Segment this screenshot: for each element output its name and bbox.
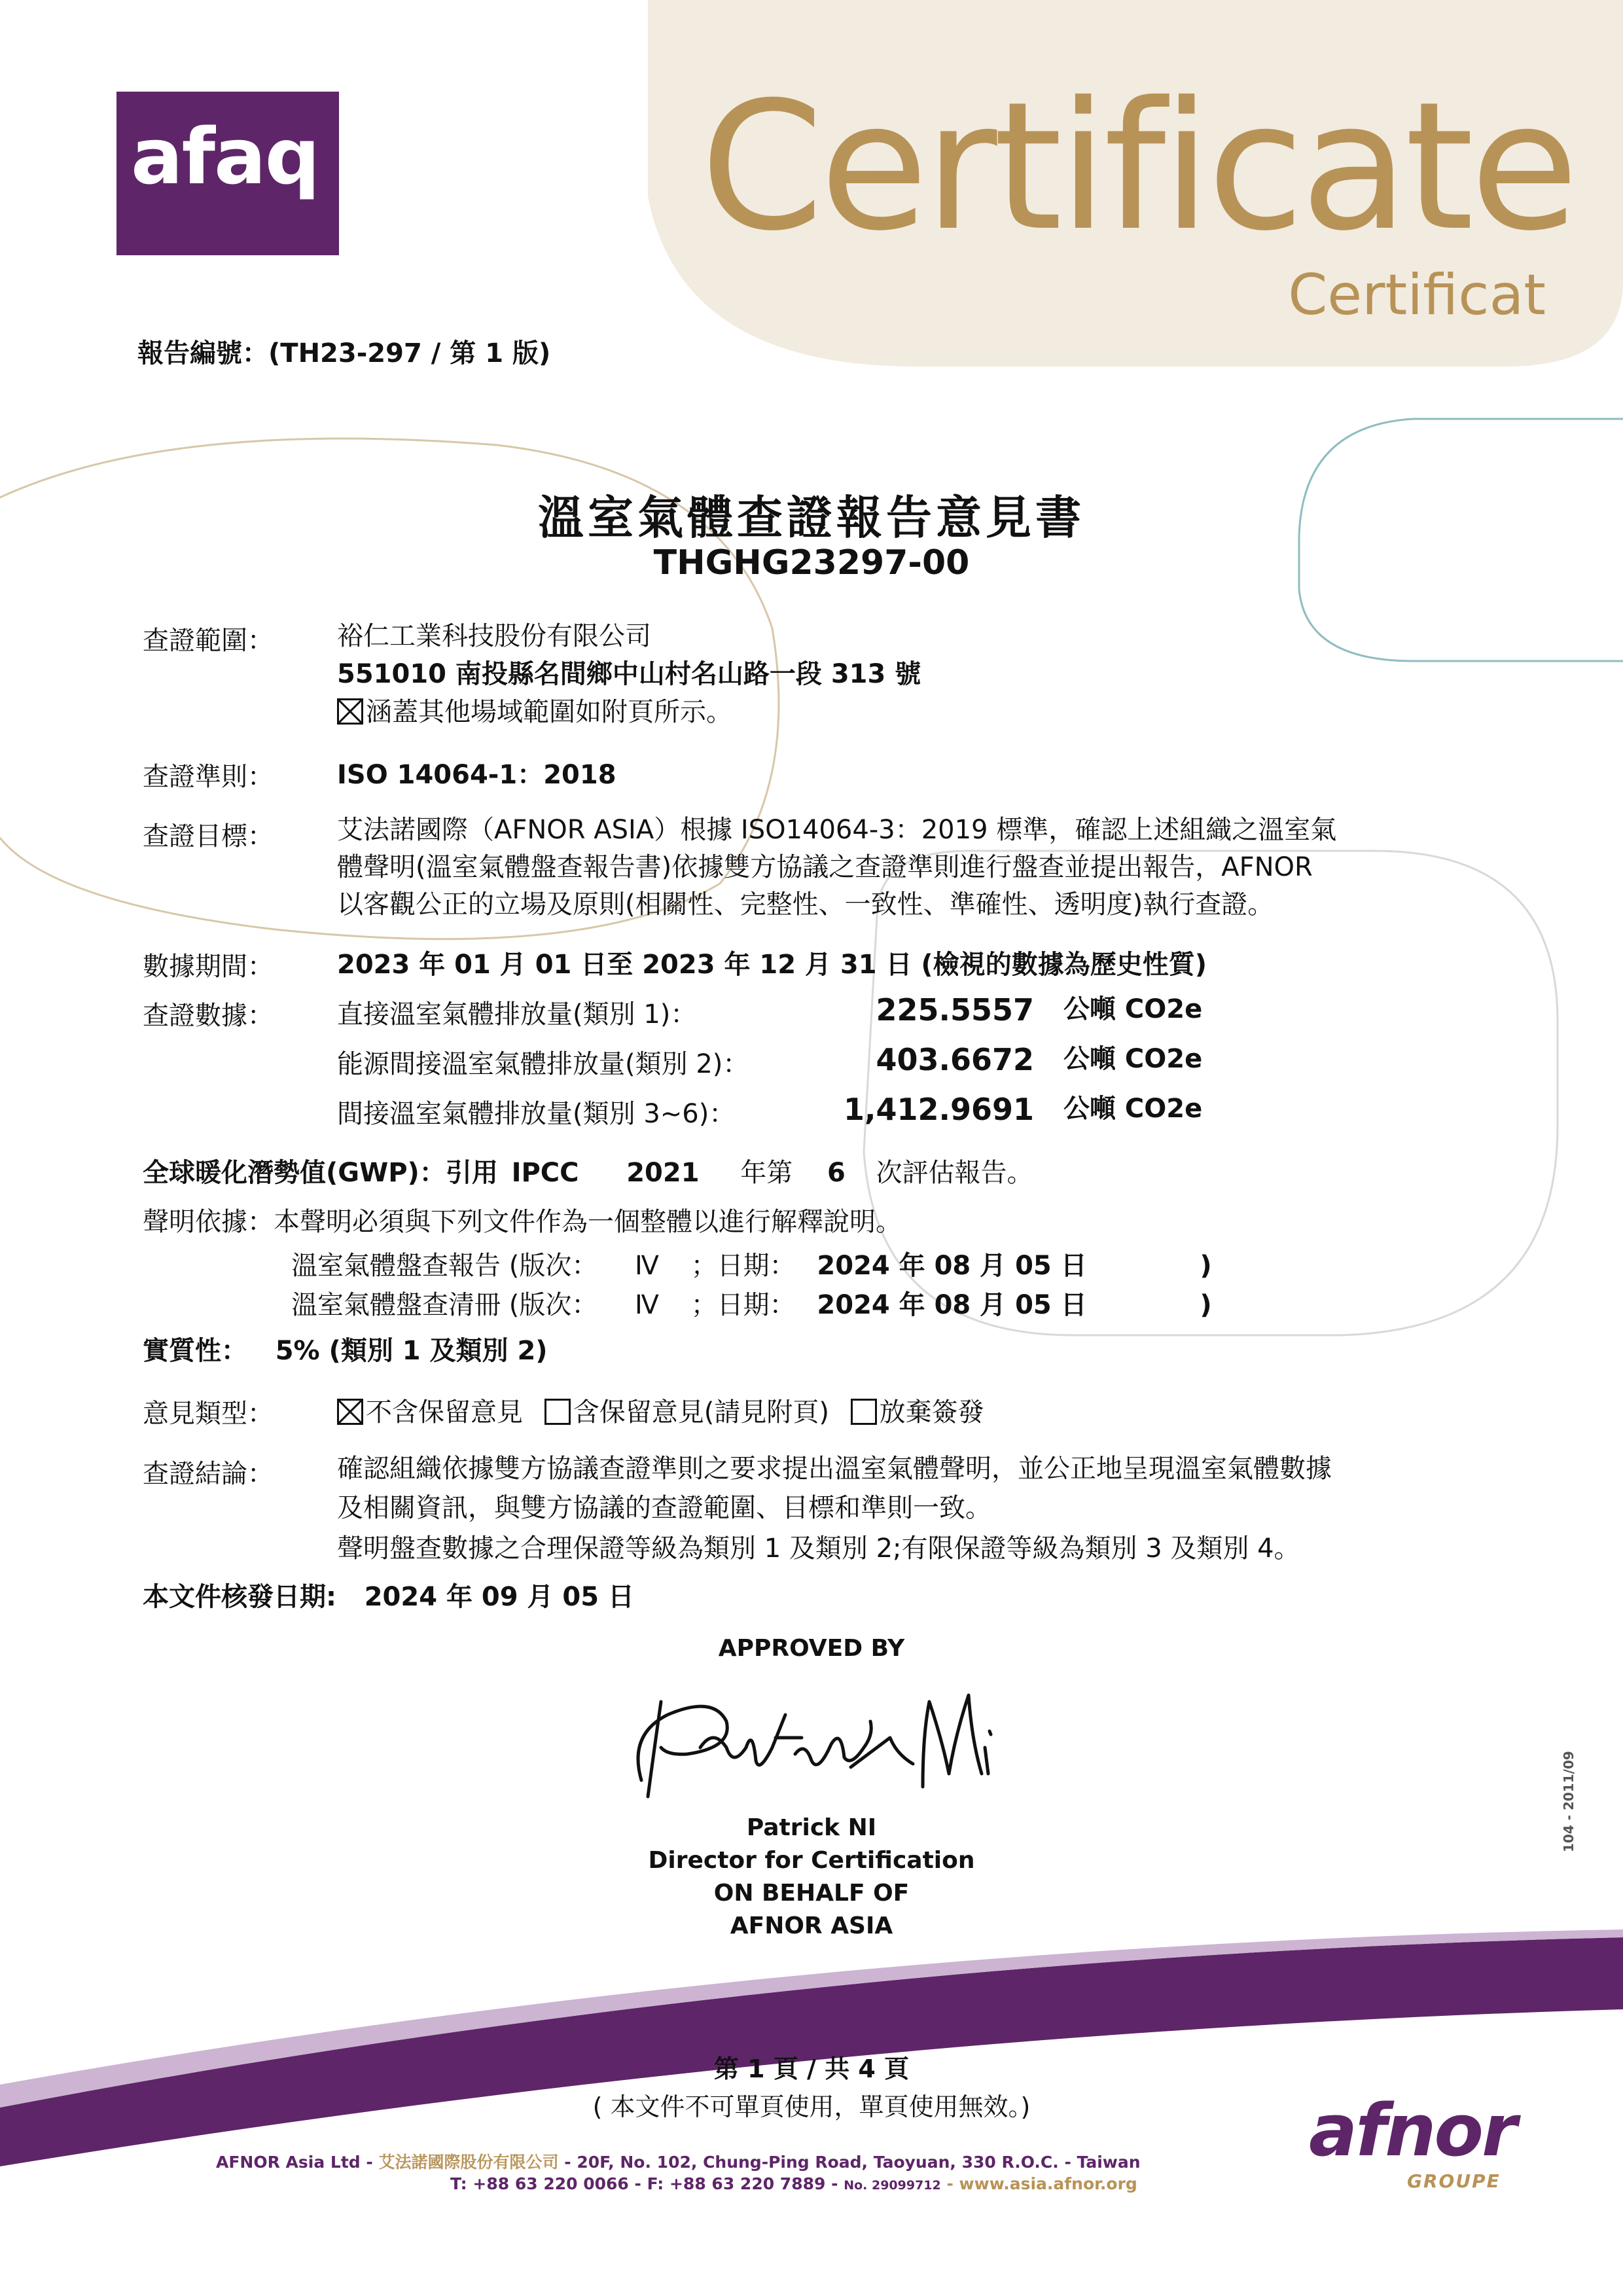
signer-name: Patrick NI (746, 1814, 877, 1841)
conclusion-line: 聲明盤查數據之合理保證等級為類別 1 及類別 2;有限保證等級為類別 3 及類別 4。 (337, 1534, 1300, 1564)
declaration-doc-name: 溫室氣體盤查報告 (版次： (291, 1251, 598, 1281)
scope-address: 551010 南投縣名間鄉中山村名山路一段 313 號 (337, 659, 921, 689)
afaq-logo (116, 92, 339, 255)
footer-address-line (216, 2149, 1141, 2173)
footer-company-zh: 艾法諾國際股份有限公司 (378, 2153, 559, 2172)
scope-other-sites (337, 691, 732, 728)
afaq-logo-text: afaq (131, 111, 319, 202)
objective-line: 以客觀公正的立場及原則(相關性、完整性、一致性、準確性、透明度)執行查證。 (337, 889, 1274, 920)
gwp-edition: 6 (827, 1158, 846, 1188)
emission-value: 1,412.9691 (843, 1092, 1034, 1127)
page-indicator: 第 1 頁 / 共 4 頁 (713, 2054, 910, 2083)
gwp-line (143, 1157, 1033, 1189)
emission-unit: 公噸 CO2e (1063, 1044, 1203, 1074)
data-label: 查證數據： (143, 1001, 274, 1031)
emission-unit: 公噸 CO2e (1063, 994, 1203, 1024)
opinion-label: 意見類型： (143, 1399, 274, 1429)
footer-company: AFNOR Asia Ltd - (216, 2153, 373, 2172)
period-value: 2023 年 01 月 01 日至 2023 年 12 月 31 日 (檢視的數據為歷史性質) (337, 950, 1207, 980)
emission-value: 403.6672 (876, 1042, 1034, 1077)
emission-unit: 公噸 CO2e (1063, 1094, 1203, 1124)
issue-date-line (143, 1581, 634, 1613)
unchecked-checkbox-icon (851, 1399, 877, 1425)
footer-reg-no: No. 29099712 (844, 2178, 941, 2193)
objective-line: 體聲明(溫室氣體盤查報告書)依據雙方協議之查證準則進行盤查並提出報告，AFNOR (337, 852, 1313, 882)
gwp-source: IPCC (511, 1158, 579, 1188)
declaration-doc-date: 2024 年 08 月 05 日 (817, 1251, 1087, 1281)
checked-checkbox-icon (337, 1399, 363, 1425)
emission-row-name: 直接溫室氣體排放量(類別 1)： (337, 999, 697, 1030)
emission-value: 225.5557 (876, 992, 1034, 1028)
conclusion-line: 確認組織依據雙方協議查證準則之要求提出溫室氣體聲明，並公正地呈現溫室氣體數據 (337, 1454, 1332, 1484)
gwp-year-label: 年第 (740, 1158, 793, 1188)
opinion-option-qualified: 含保留意見(請見附頁) (573, 1397, 829, 1427)
declaration-doc-version: Ⅳ (635, 1251, 659, 1281)
page-note: ( 本文件不可單頁使用，單頁使用無效。) (592, 2092, 1031, 2121)
conclusion-label: 查證結論： (143, 1459, 274, 1489)
certificate-subtitle: Certificat (1288, 262, 1546, 328)
declaration-doc-row (291, 1289, 1212, 1321)
conclusion-line: 及相關資訊，與雙方協議的查證範圍、目標和準則一致。 (337, 1493, 991, 1523)
objective-label: 查證目標： (143, 821, 274, 852)
opinion-option-waived: 放棄簽發 (879, 1397, 984, 1427)
opinion-options (337, 1391, 984, 1429)
emission-row-name: 間接溫室氣體排放量(類別 3~6)： (337, 1099, 736, 1129)
signer-title: Director for Certification (648, 1847, 975, 1874)
declaration-doc-date-label: ；日期： (690, 1290, 796, 1320)
report-number: 報告編號：(TH23-297 / 第 1 版) (137, 338, 551, 368)
criteria-label: 查證準則： (143, 762, 274, 792)
issue-date-value: 2024 年 09 月 05 日 (364, 1582, 635, 1612)
opinion-option-unqualified: 不含保留意見 (366, 1397, 523, 1427)
declaration-doc-name: 溫室氣體盤查清冊 (版次： (291, 1290, 598, 1320)
objective-line: 艾法諾國際（AFNOR ASIA）根據 ISO14064-3：2019 標準，確認上述組織之溫室氣 (337, 815, 1337, 845)
scope-other-sites-text: 涵蓋其他場域範圍如附頁所示。 (366, 697, 732, 727)
declaration-doc-row (291, 1250, 1212, 1282)
afnor-logo: afnor (1309, 2089, 1516, 2172)
footer-website: - www.asia.afnor.org (946, 2174, 1137, 2193)
afnor-logo-subtitle: GROUPE (1407, 2170, 1501, 2192)
footer-contact-line (450, 2174, 1137, 2193)
scope-company: 裕仁工業科技股份有限公司 (337, 621, 651, 651)
signer-organization: AFNOR ASIA (730, 1912, 893, 1939)
gwp-suffix: 次評估報告。 (876, 1158, 1033, 1188)
materiality-label: 實質性： (143, 1336, 247, 1366)
declaration-doc-date-label: ；日期： (690, 1251, 796, 1281)
declaration-label: 聲明依據：本聲明必須與下列文件作為一個整體以進行解釋說明。 (143, 1207, 902, 1237)
signature-image (615, 1676, 995, 1806)
declaration-doc-version: Ⅳ (635, 1290, 659, 1320)
declaration-doc-close: ) (1200, 1251, 1212, 1281)
form-code: 104 - 2011/09 (1561, 1751, 1577, 1852)
period-label: 數據期間： (143, 952, 274, 982)
checked-checkbox-icon (337, 698, 363, 725)
declaration-doc-close: ) (1200, 1290, 1212, 1320)
materiality-line (143, 1335, 548, 1367)
on-behalf-of: ON BEHALF OF (713, 1880, 910, 1907)
unchecked-checkbox-icon (544, 1399, 571, 1425)
gwp-label: 全球暖化潛勢值(GWP)：引用 (143, 1158, 498, 1188)
declaration-doc-date: 2024 年 08 月 05 日 (817, 1290, 1087, 1320)
gwp-year: 2021 (626, 1158, 700, 1188)
approved-by: APPROVED BY (718, 1635, 905, 1662)
document-code: THGHG23297-00 (653, 543, 970, 583)
footer-contact: T: +88 63 220 0066 - F: +88 63 220 7889 - (450, 2174, 838, 2193)
emission-row-name: 能源間接溫室氣體排放量(類別 2)： (337, 1049, 749, 1079)
document-title: 溫室氣體查證報告意見書 (538, 491, 1085, 545)
scope-label: 查證範圍： (143, 626, 274, 656)
issue-date-label: 本文件核發日期: (143, 1582, 336, 1612)
materiality-value: 5% (類別 1 及類別 2) (275, 1336, 548, 1366)
criteria-value: ISO 14064-1：2018 (337, 760, 616, 790)
certificate-title: Certificate (700, 63, 1575, 270)
footer-address: - 20F, No. 102, Chung-Ping Road, Taoyuan, 330 R.O.C. - Taiwan (564, 2153, 1141, 2172)
